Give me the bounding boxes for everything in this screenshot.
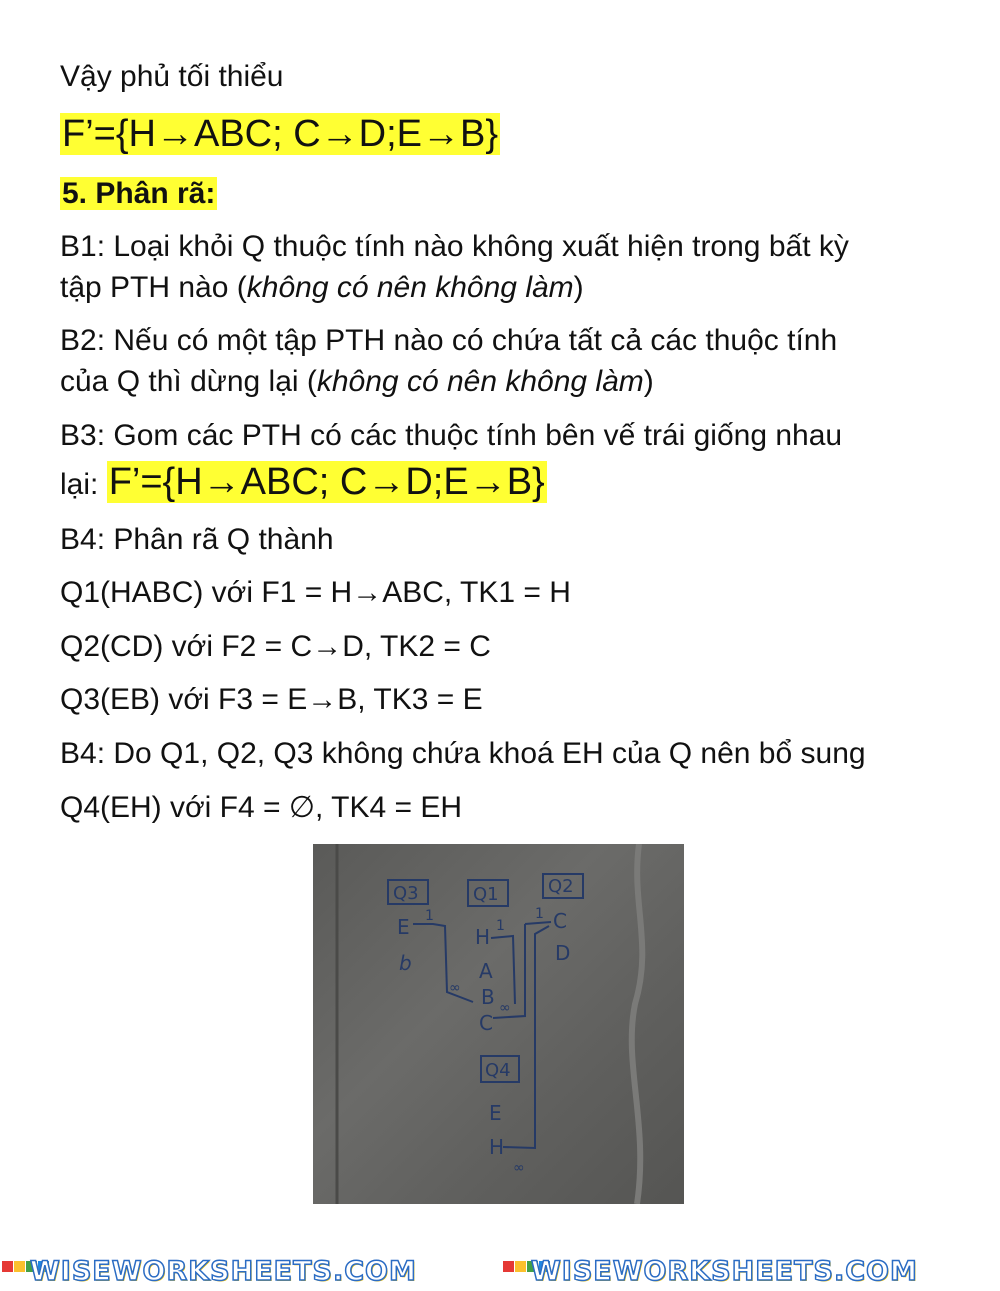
sketch-drawing	[313, 844, 684, 1204]
q4-attr-e: E	[489, 1101, 502, 1125]
section-heading	[60, 174, 217, 214]
q4-label: Q4	[485, 1060, 511, 1081]
q1-attr-c: C	[479, 1011, 493, 1035]
q1-q2-link	[525, 922, 551, 924]
relation-q2: Q2(CD) với F2 = C→D, TK2 = C	[60, 630, 491, 663]
footer-watermark	[0, 1252, 1000, 1291]
board-crack	[632, 844, 643, 1204]
q4-inf-label: ∞	[513, 1160, 525, 1176]
step-b2-line1: B2: Nếu có một tập PTH nào có chứa tất cả các thuộc tính	[60, 324, 838, 357]
step-b3-text: lại:	[60, 468, 107, 501]
q1-attr-a: A	[479, 959, 493, 983]
q3-attr-b: b	[399, 951, 412, 975]
grid-logo-icon	[2, 1260, 26, 1284]
minimal-cover-heading: Vậy phủ tối thiểu	[60, 60, 284, 93]
q2-one-label: 1	[535, 906, 544, 922]
relation-q4: Q4(EH) với F4 = ∅, TK4 = EH	[60, 791, 463, 824]
q1-attr-h: H	[475, 925, 491, 949]
step-b3-line1: B3: Gom các PTH có các thuộc tính bên vế trái giống nhau	[60, 419, 843, 452]
step-b2-close: )	[643, 365, 654, 398]
q1-attr-b: B	[481, 985, 495, 1009]
grid-logo-icon	[503, 1260, 527, 1284]
relation-q1: Q1(HABC) với F1 = H→ABC, TK1 = H	[60, 576, 571, 609]
step-b2-text: của Q thì dừng lại (	[60, 365, 317, 398]
q3-q1-inf-label: ∞	[449, 980, 461, 996]
step-b1-line1: B1: Loại khỏi Q thuộc tính nào không xuất hiện trong bất kỳ	[60, 230, 849, 263]
section-title: 5. Phân rã:	[62, 177, 216, 210]
q1-one-label: 1	[496, 918, 505, 934]
step-b1-note: không có nên không làm	[246, 271, 574, 304]
q2-attr-c: C	[553, 909, 567, 933]
whiteboard-sketch-photo	[313, 844, 684, 1204]
q2-label: Q2	[548, 876, 574, 897]
watermark-left	[2, 1256, 417, 1287]
q3-one-label: 1	[425, 908, 434, 924]
highlighted-formula: F’={H→ABC; C→D;E→B}	[62, 113, 499, 155]
step-b2-note: không có nên không làm	[316, 365, 644, 398]
q3-label: Q3	[393, 883, 419, 904]
minimal-cover-formula	[60, 114, 500, 154]
q3-q1-link	[413, 924, 473, 1002]
q4-attr-h: H	[489, 1135, 505, 1159]
step-b1-text: tập PTH nào (	[60, 271, 247, 304]
watermark-text: WISEWORKSHEETS.COM	[30, 1256, 417, 1287]
q3-attr-e: E	[397, 915, 410, 939]
step-b3-line2	[60, 462, 547, 505]
q1-b-inf-label: ∞	[499, 1000, 511, 1016]
step-b1-line2	[60, 268, 584, 308]
q2-attr-d: D	[555, 941, 571, 965]
step-b2-line2	[60, 362, 654, 402]
watermark-right	[503, 1256, 918, 1287]
q1-label: Q1	[473, 884, 499, 905]
step-b1-close: )	[573, 271, 584, 304]
relation-q3: Q3(EB) với F3 = E→B, TK3 = E	[60, 683, 483, 716]
watermark-text: WISEWORKSHEETS.COM	[531, 1256, 918, 1287]
step-b4-note: B4: Do Q1, Q2, Q3 không chứa khoá EH của Q nên bổ sung	[60, 737, 866, 770]
step-b4-heading: B4: Phân rã Q thành	[60, 523, 334, 556]
step-b3-formula: F’={H→ABC; C→D;E→B}	[108, 461, 545, 503]
